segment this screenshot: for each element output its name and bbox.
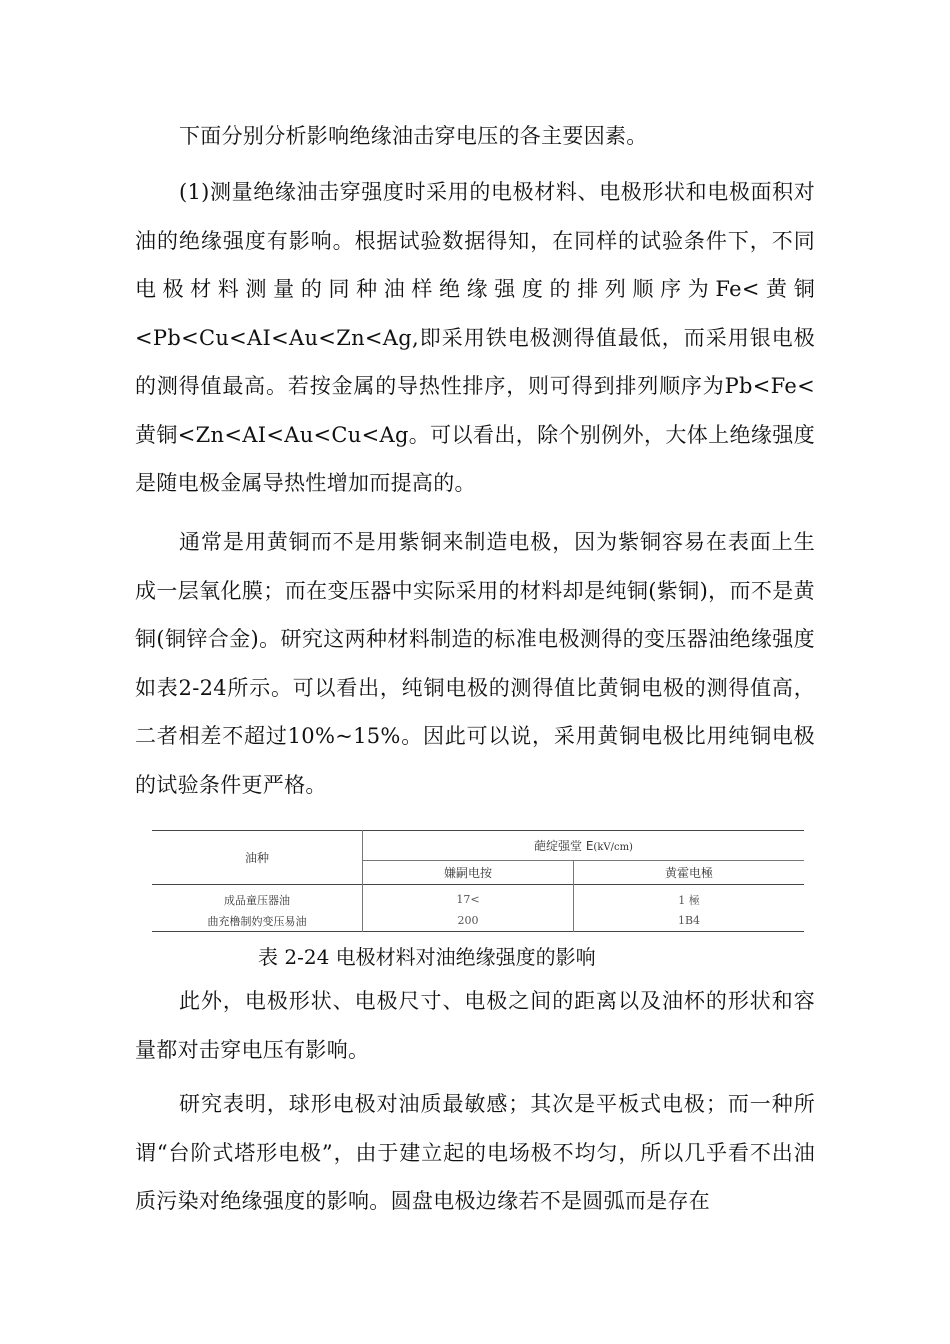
header-strength [363, 831, 805, 861]
header-strength-unit: (kV/cm) [593, 842, 633, 853]
cell-copper-value: 200 [363, 910, 574, 932]
table-row [152, 885, 804, 911]
cell-oil: 曲充橹制妁变压易油 [152, 910, 363, 932]
table-row [152, 910, 804, 932]
header-col-brass: 黄霍电極 [574, 861, 805, 885]
paragraph-electrode-material: (1)测量绝缘油击穿强度时采用的电极材料、电极形状和电极面积对油的绝缘强度有影响。根据试验数据得知，在同样的试验条件下，不同电极材料测量的同种油样绝缘强度的排列顺序为Fe<黄铜<Pb<Cu<AI<Au<Zn<Ag,即采用铁电极测得值最低，而采用银电极的测得值最高。若按金属的导热性排序，则可得到排列顺序为Pb<Fe<黄铜<Zn<AI<Au<Cu<Ag。可以看出，除个别例外，大体上绝缘强度是随电极金属导热性增加而提高的。 [135, 180, 815, 495]
table-caption: 表 2-24 电极材料对油绝缘强度的影响 [258, 945, 596, 969]
header-strength-label: 葩绽强堂 E [534, 839, 594, 853]
cell-oil: 成品童压器油 [152, 885, 363, 911]
table-electrode-material [152, 830, 804, 932]
header-oil-type: 油种 [152, 831, 363, 885]
cell-copper-value: 17< [363, 885, 574, 911]
paragraph-electrode-shapes: 研究表明，球形电极对油质最敏感；其次是平板式电极；而一种所谓“台阶式塔形电极”，由于建立起的电场极不均匀，所以几乎看不出油质污染对绝缘强度的影响。圆盘电极边缘若不是圆弧而是存在 [135, 1092, 815, 1213]
cell-brass-value: 1B4 [677, 914, 701, 927]
cell-brass-value: 1 極 [678, 893, 700, 907]
data-table [152, 830, 804, 932]
header-col-copper: 嫌嗣电按 [363, 861, 574, 885]
paragraph-other-factors: 此外，电极形状、电极尺寸、电极之间的距离以及油杯的形状和容量都对击穿电压有影响。 [135, 989, 815, 1062]
paragraph-intro: 下面分别分析影响绝缘油击穿电压的各主要因素。 [179, 124, 648, 148]
paragraph-brass-vs-copper: 通常是用黄铜而不是用紫铜来制造电极，因为紫铜容易在表面上生成一层氧化膜；而在变压器中实际采用的材料却是纯铜(紫铜)，而不是黄铜(铜锌合金)。研究这两种材料制造的标准电极测得的变压器油绝缘强度如表2-24所示。可以看出，纯铜电极的测得值比黄铜电极的测得值高，二者相差不超过10%~15%。因此可以说，采用黄铜电极比用纯铜电极的试验条件更严格。 [135, 530, 815, 797]
